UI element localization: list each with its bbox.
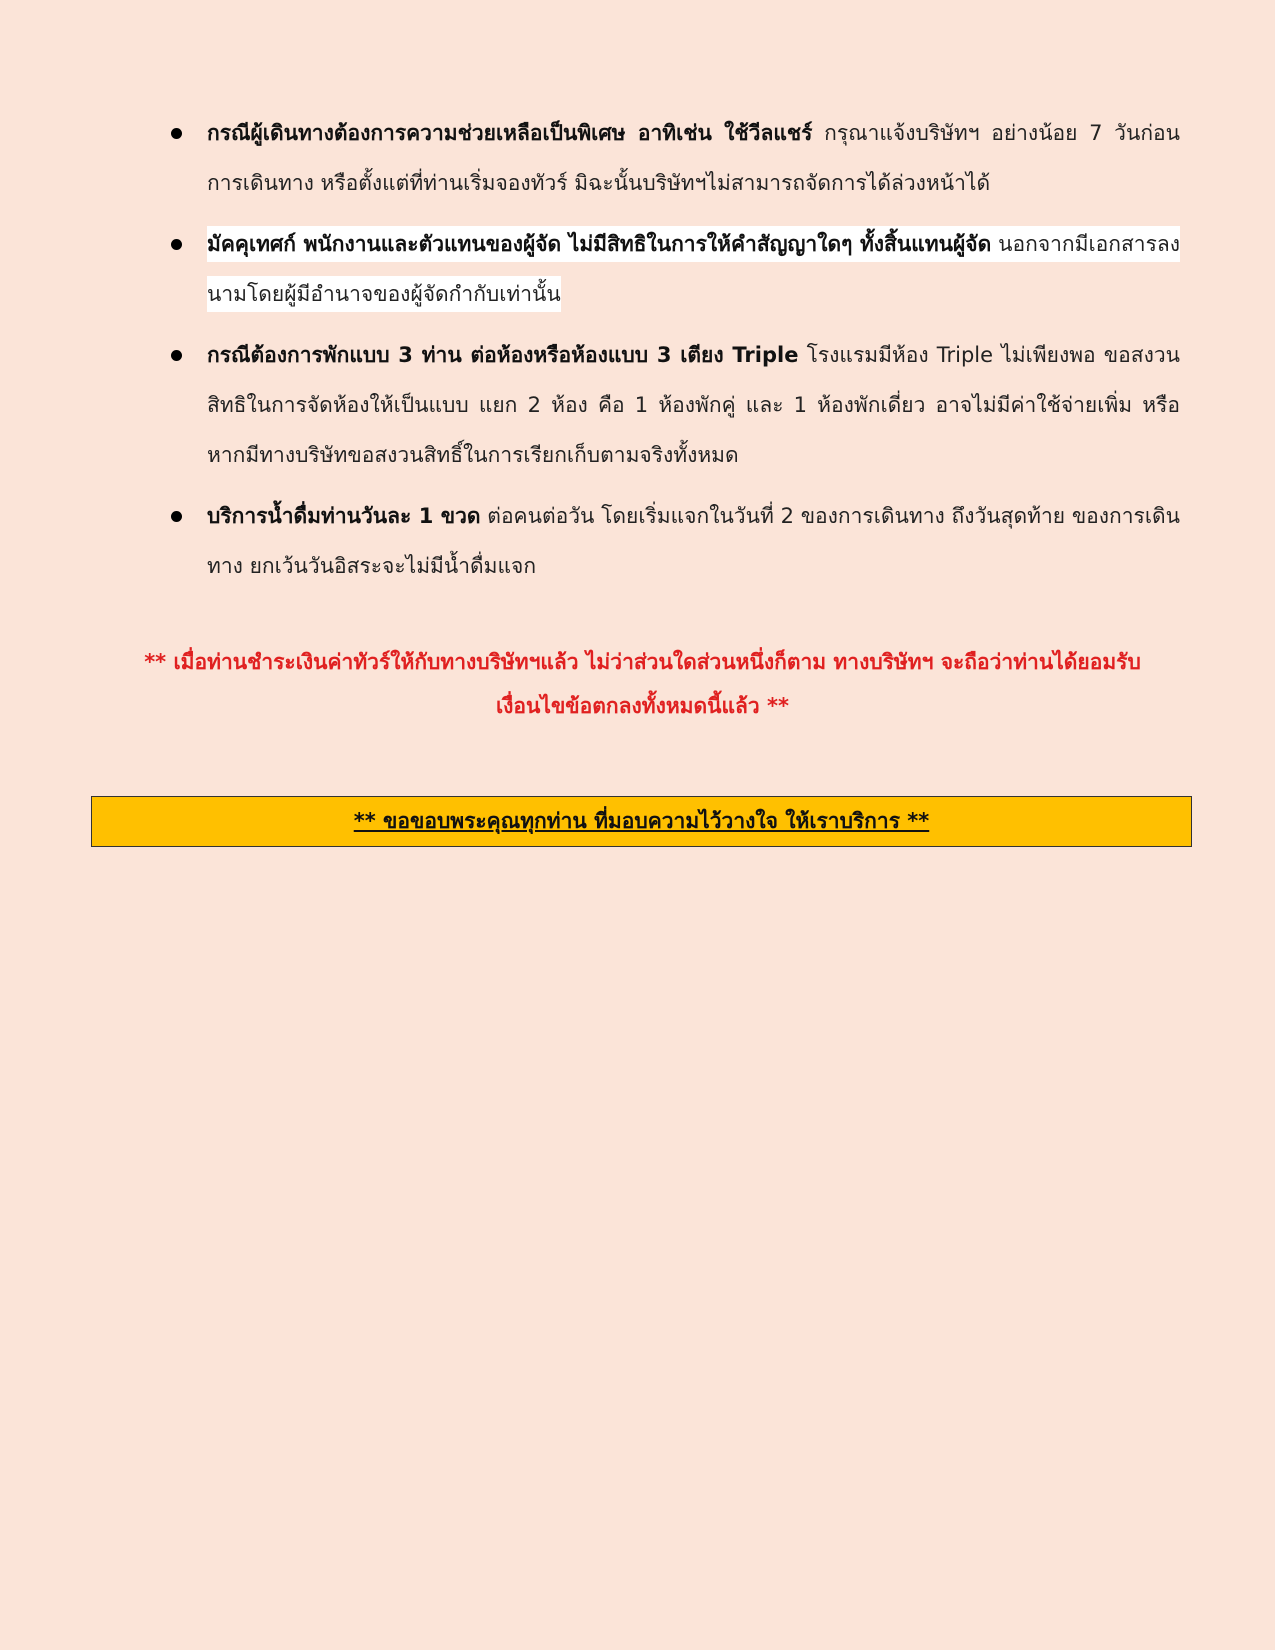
condition-detail: กรุณาแจ้งบริษัทฯ อย่างน้อย 7 วันก่อนการเดินทาง หรือตั้งแต่ที่ท่านเริ่มจองทัวร์ มิฉะนั้นบริษัทฯไม่สามารถจัดการได้ล่วงหน้าได้	[207, 121, 1181, 195]
bullet-icon	[171, 350, 182, 361]
condition-detail: ต่อคนต่อวัน โดยเริ่มแจกในวันที่ 2 ของการเดินทาง ถึงวันสุดท้าย ของการเดินทาง ยกเว้นวันอิสระจะไม่มีน้ำดื่มแจก	[207, 504, 1181, 578]
conditions-list	[168, 108, 1180, 602]
condition-heading: กรณีต้องการพักแบบ 3 ท่าน ต่อห้องหรือห้องแบบ 3 เตียง Triple	[207, 343, 799, 367]
condition-heading: บริการน้ำดื่มท่านวันละ 1 ขวด	[207, 504, 481, 528]
condition-triple-room	[168, 330, 1180, 480]
thank-you-banner	[91, 796, 1192, 847]
condition-detail: นอกจากมีเอกสารลงนามโดยผู้มีอำนาจของผู้จัดกำกับเท่านั้น	[207, 232, 1180, 306]
condition-special-assistance	[168, 108, 1180, 208]
condition-detail: โรงแรมมีห้อง Triple ไม่เพียงพอ ขอสงวนสิทธิในการจัดห้องให้เป็นแบบ แยก 2 ห้อง คือ 1 ห้องพักคู่ และ 1 ห้องพักเดี่ยว อาจไม่มีค่าใช้จ่ายเพิ่ม หรือ หากมีทางบริษัทขอสงวนสิทธิ์ในการเรียกเก็บตามจริงทั้งหมด	[207, 343, 1180, 467]
condition-heading: กรณีผู้เดินทางต้องการความช่วยเหลือเป็นพิเศษ อาทิเช่น ใช้วีลแชร์	[207, 121, 813, 145]
condition-heading: มัคคุเทศก์ พนักงานและตัวแทนของผู้จัด ไม่มีสิทธิในการให้คำสัญญาใดๆ ทั้งสิ้นแทนผู้จัด	[207, 232, 992, 256]
highlighted-text	[207, 226, 1180, 312]
bullet-icon	[171, 239, 182, 250]
bullet-icon	[171, 128, 182, 139]
condition-guide-promises	[168, 219, 1180, 319]
payment-acceptance-notice: ** เมื่อท่านชำระเงินค่าทัวร์ให้กับทางบริษัทฯแล้ว ไม่ว่าส่วนใดส่วนหนึ่งก็ตาม ทางบริษัทฯ จะถือว่าท่านได้ยอมรับเงื่อนไขข้อตกลงทั้งหมดนี้แล้ว **	[144, 650, 1141, 718]
condition-drinking-water	[168, 491, 1180, 591]
thank-you-text: ** ขอขอบพระคุณทุกท่าน ที่มอบความไว้วางใจ ให้เราบริการ **	[353, 809, 930, 833]
bullet-icon	[171, 511, 182, 522]
